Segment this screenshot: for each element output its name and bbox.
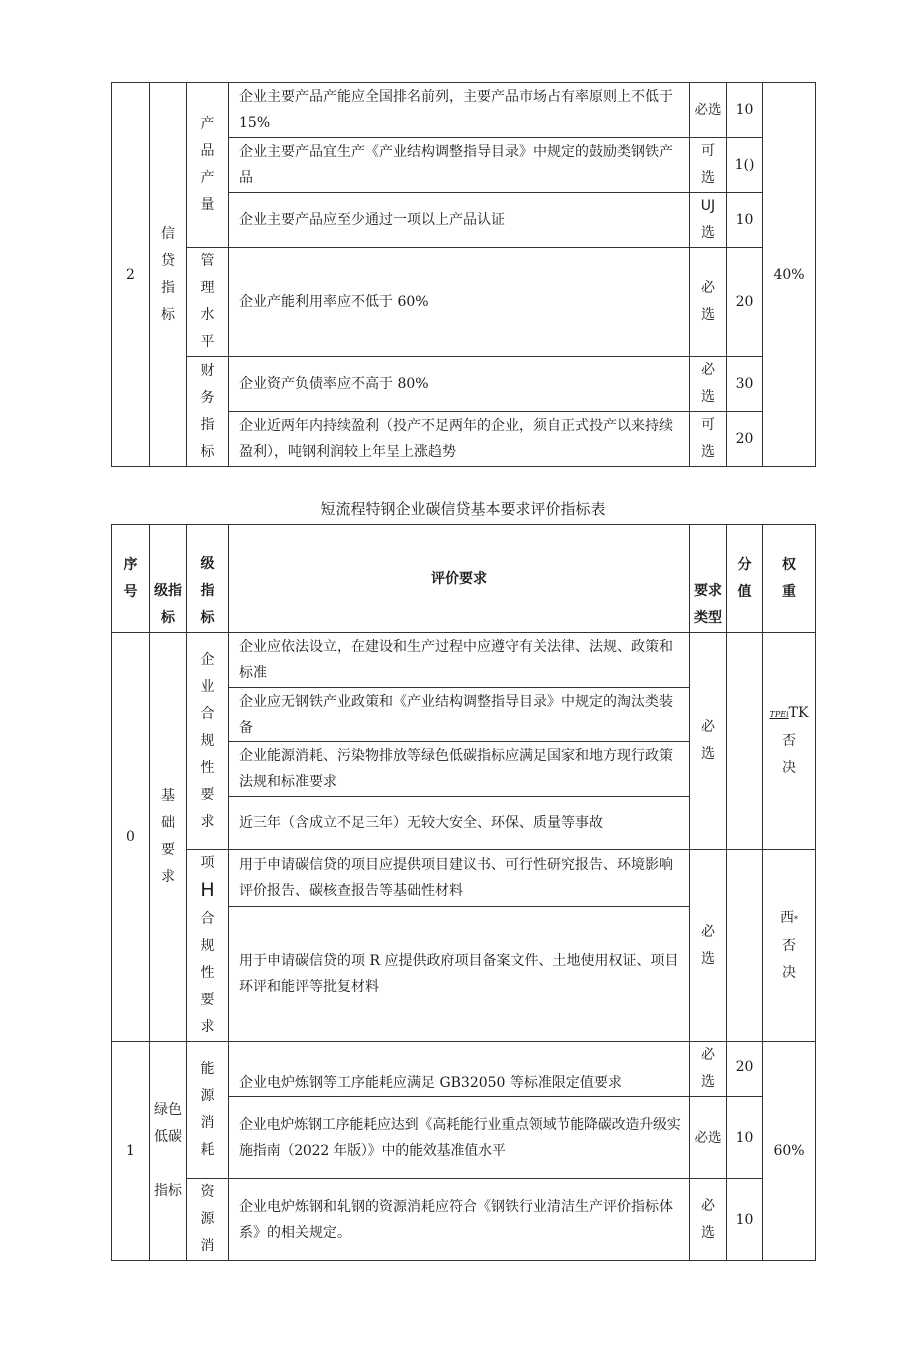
requirement-text: 用于申请碳信贷的项 R 应提供政府项目备案文件、土地使用权证、项目环评和能评等批复材料 (229, 906, 690, 1041)
score-cell: 20 (727, 248, 763, 357)
requirement-text: 企业主要产品产能应全国排名前列，主要产品市场占有率原则上不低于 15% (229, 83, 690, 138)
score-cell: 20 (727, 412, 763, 467)
requirement-text: 企业主要产品宜生产《产业结构调整指导目录》中规定的鼓励类钢铁产品 (229, 138, 690, 193)
level1-cell: 信贷指标 (150, 83, 187, 467)
header-weight: 权重 (763, 525, 816, 633)
requirement-text: 企业电炉炼钢等工序能耗应满足 GB32050 等标准限定值要求 (229, 1042, 690, 1097)
requirement-type: 必选 (690, 633, 727, 850)
seq-cell: 1 (112, 1042, 150, 1261)
score-cell: 20 (727, 1042, 763, 1097)
requirement-text: 用于申请碳信贷的项目应提供项目建议书、可行性研究报告、环境影响评价报告、碳核查报告等基础性材料 (229, 850, 690, 907)
group-finance: 财务指标 (187, 357, 229, 467)
group-project-compliance: 项 H 合规性要求 (187, 850, 229, 1042)
table-row (112, 633, 816, 688)
requirement-text: 企业近两年内持续盈利（投产不足两年的企业，须自正式投产以来持续盈利），吨钢利润较上年呈上涨趋势 (229, 412, 690, 467)
table-row (112, 850, 816, 907)
weight-cell: 40% (763, 83, 816, 467)
score-cell: 10 (727, 193, 763, 248)
seq-cell: 2 (112, 83, 150, 467)
requirement-type: 可选 (690, 412, 727, 467)
weight-veto-cell: TPEiTK 否决 (763, 633, 816, 850)
requirement-type: 可选 (690, 138, 727, 193)
header-row (112, 525, 816, 633)
requirement-text: 企业应依法设立，在建设和生产过程中应遵守有关法律、法规、政策和标准 (229, 633, 690, 688)
requirement-text: 企业主要产品应至少通过一项以上产品认证 (229, 193, 690, 248)
weight-veto-cell: 西* 否决 (763, 850, 816, 1042)
requirement-type: 必选 (690, 248, 727, 357)
basic-requirement-table (111, 524, 816, 1261)
weight-cell: 60% (763, 1042, 816, 1261)
table-caption: 短流程特钢企业碳信贷基本要求评价指标表 (320, 500, 606, 518)
table-row (112, 83, 816, 138)
score-cell (727, 850, 763, 1042)
header-seq: 序号 (112, 525, 150, 633)
header-type: 要求类型 (690, 525, 727, 633)
requirement-text: 企业电炉炼钢工序能耗应达到《高耗能行业重点领域节能降碳改造升级实施指南（2022 年版）》中的能效基准值水平 (229, 1097, 690, 1179)
header-requirement: 评价要求 (229, 525, 690, 633)
requirement-text: 企业产能利用率应不低于 60% (229, 248, 690, 357)
level1-cell: 基础要求 (150, 633, 187, 1042)
header-score: 分值 (727, 525, 763, 633)
score-cell: 10 (727, 83, 763, 138)
credit-indicator-table (111, 82, 816, 467)
requirement-text: 企业电炉炼钢和轧钢的资源消耗应符合《钢铁行业清洁生产评价指标体系》的相关规定。 (229, 1179, 690, 1261)
group-energy-consumption: 能源消耗 (187, 1042, 229, 1179)
requirement-type: 必选 (690, 1097, 727, 1179)
group-enterprise-compliance: 企业合规性要求 (187, 633, 229, 850)
requirement-text: 企业资产负债率应不高于 80% (229, 357, 690, 412)
table-row (112, 1042, 816, 1097)
requirement-type: 必选 (690, 1179, 727, 1261)
score-cell: 1() (727, 138, 763, 193)
group-management: 管理水平 (187, 248, 229, 357)
table-row (112, 357, 816, 412)
header-level2: 级指标 (187, 525, 229, 633)
requirement-text: 企业能源消耗、污染物排放等绿色低碳指标应满足国家和地方现行政策法规和标准要求 (229, 742, 690, 797)
group-resource-consumption: 资源消 (187, 1179, 229, 1261)
header-level1: 级指标 (150, 525, 187, 633)
score-cell: 10 (727, 1179, 763, 1261)
requirement-type: UJ 选 (690, 193, 727, 248)
table-row (112, 1179, 816, 1261)
requirement-type: 必选 (690, 1042, 727, 1097)
requirement-text: 企业应无钢铁产业政策和《产业结构调整指导目录》中规定的淘汰类装备 (229, 688, 690, 742)
score-cell (727, 633, 763, 850)
group-product-output: 产品产量 (187, 83, 229, 248)
score-cell: 10 (727, 1097, 763, 1179)
requirement-type: 必选 (690, 357, 727, 412)
requirement-type: 必选 (690, 850, 727, 1042)
table-row (112, 248, 816, 357)
level1-cell: 绿色低碳 指标 (150, 1042, 187, 1261)
requirement-text: 近三年（含成立不足三年）无较大安全、环保、质量等事故 (229, 797, 690, 850)
requirement-type: 必选 (690, 83, 727, 138)
score-cell: 30 (727, 357, 763, 412)
seq-cell: 0 (112, 633, 150, 1042)
